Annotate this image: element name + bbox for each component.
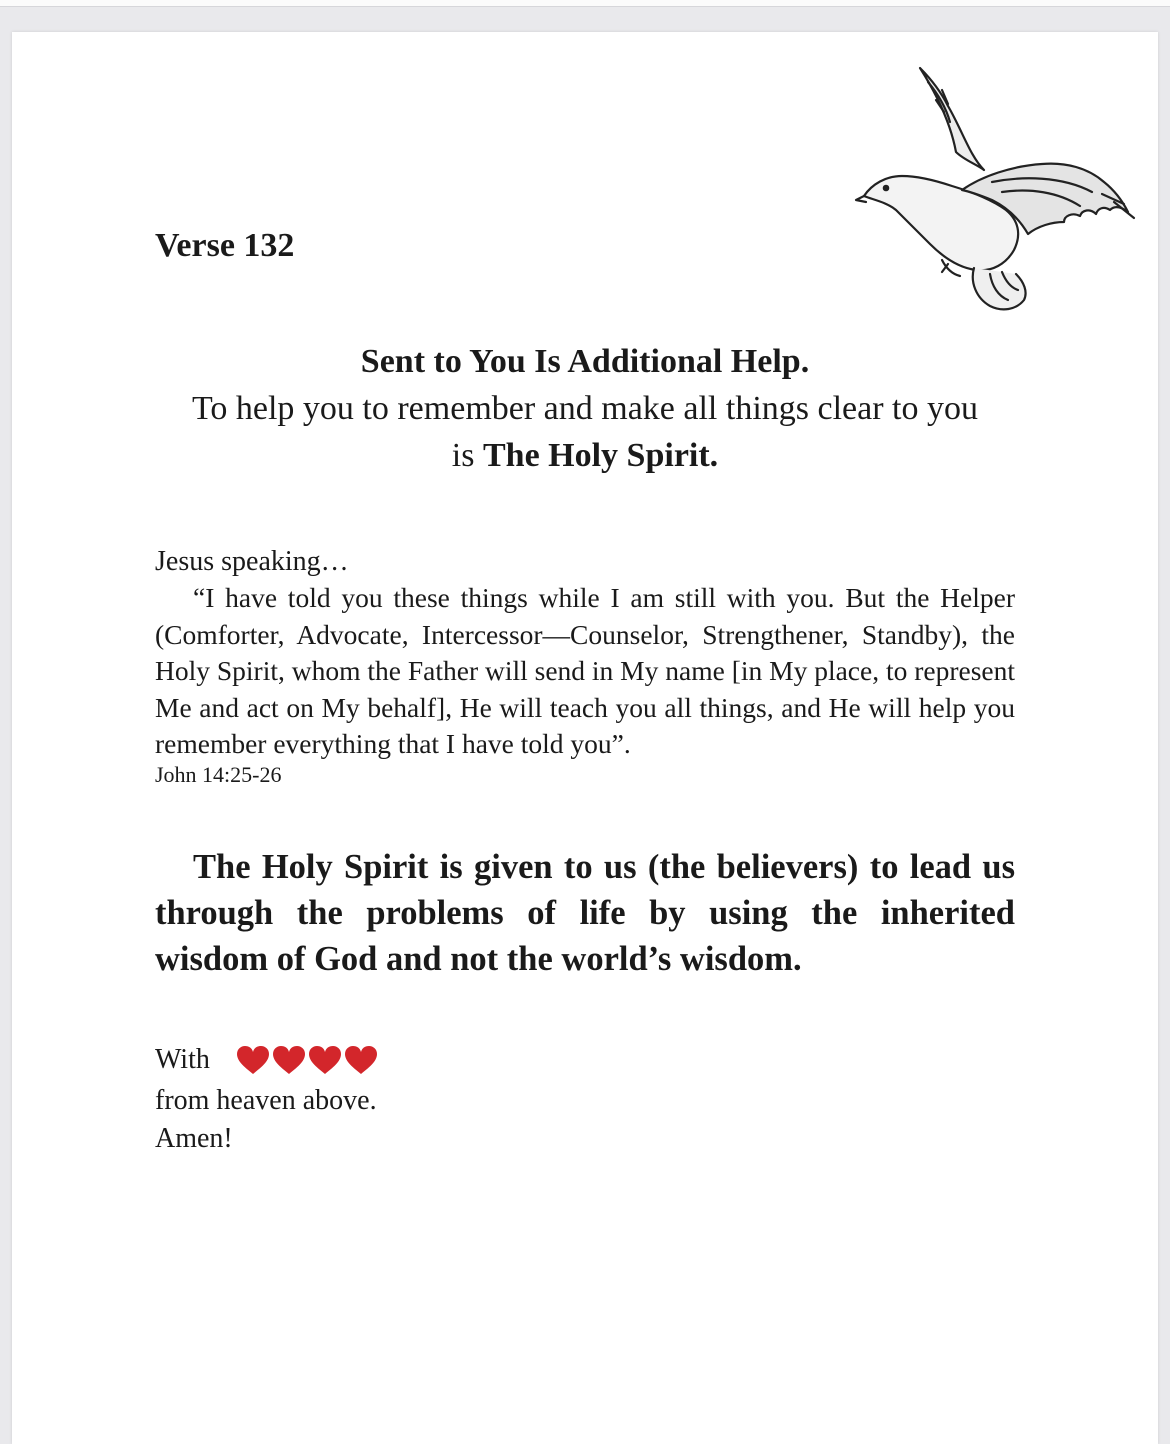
heading-line-2: To help you to remember and make all things clear to you [191, 390, 978, 427]
scripture-reference: John 14:25-26 [155, 762, 282, 787]
closing-with-row [155, 1038, 378, 1082]
verse-number: Verse 132 [155, 227, 295, 264]
heading-line-3 [155, 432, 1015, 479]
closing-line-2: from heaven above. [155, 1085, 377, 1116]
heading-line-3-prefix: is [451, 437, 483, 474]
heading-line-3-bold: The Holy Spirit. [482, 437, 719, 474]
heart-icon [308, 1045, 342, 1075]
dove-icon [852, 60, 1142, 320]
scripture-speaker: Jesus speaking… [155, 546, 349, 577]
document-page [12, 32, 1158, 1444]
key-message: The Holy Spirit is given to us (the believers) to lead us through the problems of life by using the inherited wisdom of God and not the world’s wisdom. [155, 848, 1015, 978]
heart-icon [344, 1045, 378, 1075]
heart-icon [236, 1045, 270, 1075]
verse-heading [155, 338, 1015, 479]
hearts-group [236, 1045, 378, 1075]
closing-block [155, 1038, 378, 1158]
heart-icon [272, 1045, 306, 1075]
heading-line-1: Sent to You Is Additional Help. [360, 343, 810, 380]
top-strip [0, 0, 1170, 7]
closing-line-3: Amen! [155, 1123, 233, 1154]
closing-with-label: With [155, 1044, 210, 1075]
scripture-quote: “I have told you these things while I am still with you. But the Helper (Comforter, Advocate, Intercessor—Counselor, Strengthener, Standby), the Holy Spirit, whom the Father will send in My name [in My place, to represent Me and act on My behalf], He will teach you all things, and He will help you remember everything that I have told you”. [155, 582, 1015, 759]
